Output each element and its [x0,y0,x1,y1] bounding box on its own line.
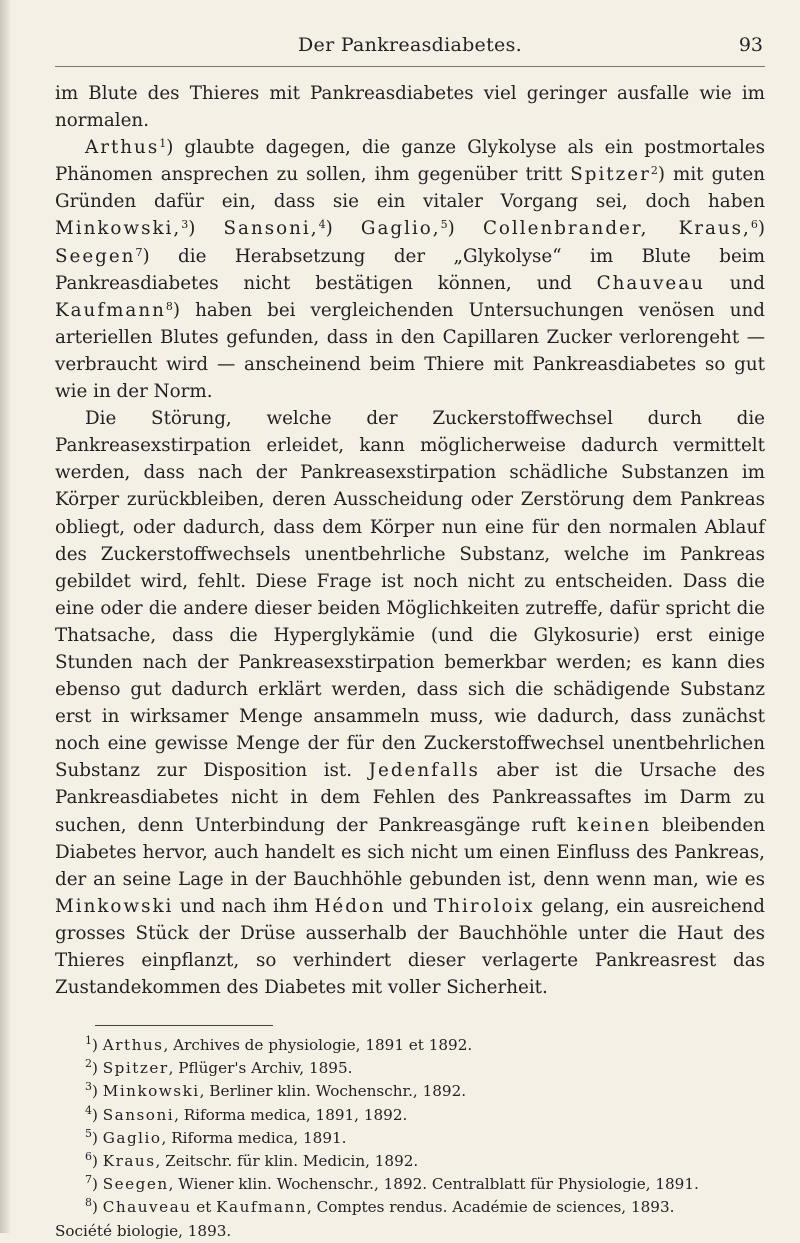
footnote-3: $^3$) Minkowski, Berliner klin. Wochenschr., 1892. [85,1080,467,1101]
footnote-8: $^8$) Chauveau et Kaufmann, Comptes rendus. Académie de sciences, 1893. [85,1196,675,1217]
footnote-2: $^2$) Spitzer, Pflüger's Archiv, 1895. [85,1057,353,1078]
author-chauveau: Chauveau [596,272,705,294]
paragraph-3: Die Störung, welche der Zuckerstoffwechsel durch die Pankreasexstirpation erleidet, kann möglicherweise dadurch vermittelt werden, dass nach der Pankreasexstirpation schädliche Substanzen im Körper zurückbleiben, deren Ausscheidung oder Zerstörung dem Pankreas obliegt, oder dadurch, dass dem Körper nun eine für den normalen Ablauf des Zuckerstoffwechsels unentbehrliche Substanz, welche im Pankreas gebildet wird, fehlt. Diese Frage ist noch nicht zu entscheiden. Dass die eine oder die andere dieser beiden Möglichkeiten zutreffe, dafür spricht die Thatsache, dass die Hyperglykämie (und die Glykosurie) erst einige Stunden nach der Pankreasexstirpation bemerkbar werden; es kann dies ebenso gut dadurch erklärt werden, dass sich die schädigende Substanz erst in wirksamer Menge ansammeln muss, wie dadurch, dass zunächst noch eine gewisse Menge der für den Zuckerstoffwechsel unentbehrlichen Substanz zur Disposition ist. Jedenfalls aber ist die Ursache des Pankreasdiabetes nicht in dem Fehlen des Pankreassaftes im Darm zu suchen, denn Unterbindung der Pankreasgänge ruft keinen bleibenden Diabetes hervor, auch handelt es sich nicht um einen Einfluss des Pankreas, der an seine Lage in der Bauchhöhle gebunden ist, denn wenn man, wie es Minkowski und nach ihm Hédon und Thiroloix gelang, ein ausreichend grosses Stück der Drüse ausserhalb der Bauchhöhle unter die Haut des Thieres einpflanzt, so verhindert dieser verlagerte Pankreasrest das Zustandekommen des Diabetes mit voller Sicherheit. [55,408,766,999]
footnote-8-continuation: Société biologie, 1893. [55,1221,232,1240]
page-header [55,28,765,67]
footnote-4: $^4$) Sansoni, Riforma medica, 1891, 1892. [85,1103,408,1124]
author-arthus: Arthus [85,137,160,159]
footnote-ref-5: 5 [440,218,448,232]
footnote-ref-4: 4 [318,218,326,232]
paragraph-2: Arthus$^1$) glaubte dagegen, die ganze Glykolyse als ein postmortales Phänomen ansprechen zu sollen, ihm gegenüber tritt Spitzer$^2$) mit guten Gründen dafür ein, dass sie ein vitaler Vorgang sei, doch haben Minkowski,$^3$) Sansoni,$^4$) Gaglio,$^5$) Collenbrander, Kraus,$^6$) Seegen$^7$) die Herabsetzung der „Glykolyse“ im Blute beim Pankreasdiabetes nicht bestätigen können, und Chauveau und Kaufmann$^8$) haben bei vergleichenden Untersuchungen venösen und arteriellen Blutes gefunden, dass in den Capillaren Zucker verlorengeht — verbraucht wird — anscheinend beim Thiere mit Pankreasdiabetes so gut wie in der Norm. [55,137,766,403]
footnote-ref-1: 1 [159,137,167,151]
footnote-5: $^5$) Gaglio, Riforma medica, 1891. [85,1126,347,1147]
author-thiroloix: Thiroloix [434,895,535,917]
footnote-separator [95,1025,273,1026]
footnote-1: $^1$) Arthus, Archives de physiologie, 1891 et 1892. [85,1034,473,1054]
author-spitzer: Spitzer [570,164,651,186]
footnotes [55,1034,765,1243]
paragraph-1: im Blute des Thieres mit Pankreasdiabetes viel geringer ausfalle wie im normalen. [55,83,765,132]
page-number: 93 [738,34,763,56]
page-gutter-shadow [0,0,10,1233]
body-text [55,80,765,1001]
emphasis-keinen: keinen [577,814,652,836]
footnote-ref-2: 2 [650,164,658,178]
author-sansoni: Sansoni, [223,218,319,240]
footnote-ref-7: 7 [135,245,143,259]
running-title: Der Pankreasdiabetes. [298,34,522,56]
footnote-ref-6: 6 [750,218,758,232]
author-hedon: Hédon [314,895,386,917]
footnote-6: $^6$) Kraus, Zeitschr. für klin. Medicin, 1892. [85,1150,419,1171]
footnote-7: $^7$) Seegen, Wiener klin. Wochenschr., 1892. Centralblatt für Physiologie, 1891. [85,1173,699,1194]
author-gaglio: Gaglio, [360,218,441,240]
author-minkowski-2: Minkowski [55,895,174,917]
emphasis-jedenfalls: Jedenfalls [368,760,480,782]
author-minkowski: Minkowski, [55,218,182,240]
author-kaufmann: Kaufmann [55,299,166,321]
author-seegen: Seegen [55,245,136,267]
footnote-ref-8: 8 [165,299,173,313]
author-collenbrander-kraus: Collenbrander, Kraus, [482,218,751,240]
footnote-ref-3: 3 [181,218,189,232]
